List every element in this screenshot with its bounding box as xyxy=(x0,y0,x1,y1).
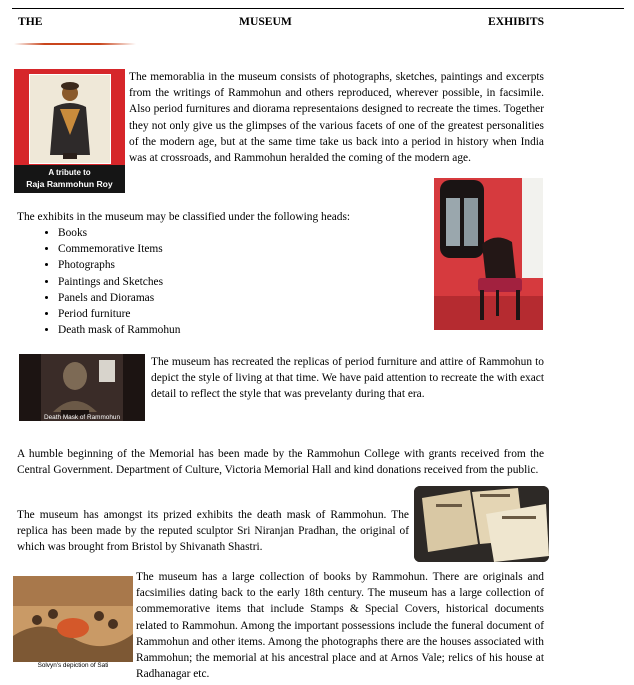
header-exhibits: EXHIBITS xyxy=(488,15,545,28)
death-mask-caption: Death Mask of Rammohun xyxy=(43,414,120,421)
chair-illustration xyxy=(434,178,543,330)
death-mask-illustration xyxy=(19,354,145,421)
sati-caption: Solvyn's depiction of Sati xyxy=(37,662,109,669)
classify-intro: The exhibits in the museum may be classified under the following heads: xyxy=(17,211,351,223)
list-item: • Period furniture xyxy=(58,306,180,322)
tribute-book-image xyxy=(14,69,125,193)
death-mask-image xyxy=(19,354,145,421)
header-museum: MUSEUM xyxy=(239,15,292,28)
list-item: • Panels and Dioramas xyxy=(58,290,180,306)
books-paragraph: The museum has a large collection of books by Rammohun. There are originals and facsimilies dating back to the early 18th century. The museum has a large collection of commemorative items that include Stamps & Special Covers, historical documents related to Rammohun. Among the important possessions include the funeral document of Rammohun and other items. Among the photographs there are the houses associated with Rammohun; the memorial at his ancestral place and at Arnos Vale; relics of his house at Radhanagar etc. xyxy=(136,571,544,681)
sati-illustration xyxy=(13,576,133,672)
exhibit-heads-list xyxy=(16,225,180,338)
books-illustration xyxy=(414,486,549,562)
list-item: • Photographs xyxy=(58,257,180,273)
rammohun-portrait xyxy=(30,75,110,163)
list-item: • Paintings and Sketches xyxy=(58,274,180,290)
list-item: • Death mask of Rammohun xyxy=(58,322,180,338)
intro-paragraph: The memorablia in the museum consists of photographs, sketches, paintings and excerpts from the writings of Rammohun and others reproduced, wherever possible, in facsimile. Also period furnitures and diorama representaions designed to recreate the times. Together they not only give us the glimpses of the various facets of one of the greatest personalities of the modern age, but at the same time take us back into a period in history when India was at crossroads, and Rammohun heralded the coming of the modern age. xyxy=(129,71,544,165)
books-image xyxy=(414,486,549,562)
mask-paragraph: The museum has amongst its prized exhibits the death mask of Rammohun. The replica has been made by the reputed sculptor Sri Niranjan Pradhan, the original of which was brought from Bristol by Shivanath Shastri. xyxy=(17,509,409,554)
period-chair-image xyxy=(434,178,543,330)
portrait-frame xyxy=(29,74,111,164)
top-rule xyxy=(12,8,624,9)
book-title-line2: Raja Rammohun Roy xyxy=(26,179,113,189)
list-item: • Books xyxy=(58,225,180,241)
sati-painting-image xyxy=(13,576,133,672)
header-the: THE xyxy=(18,15,43,28)
list-item: • Commemorative Items xyxy=(58,241,180,257)
furniture-paragraph: The museum has recreated the replicas of period furniture and attire of Rammohun to depict the style of living at that time. We have paid attention to recreate the with exact detail to reflect the style that was prevelanty during that era. xyxy=(151,356,544,401)
book-title-line1: A tribute to xyxy=(48,168,91,177)
header-accent-rule xyxy=(14,43,136,45)
beginning-paragraph: A humble beginning of the Memorial has been made by the Rammohun College with grants received from the Central Government. Department of Culture, Victoria Memorial Hall and kind donations received from the public. xyxy=(17,448,544,477)
